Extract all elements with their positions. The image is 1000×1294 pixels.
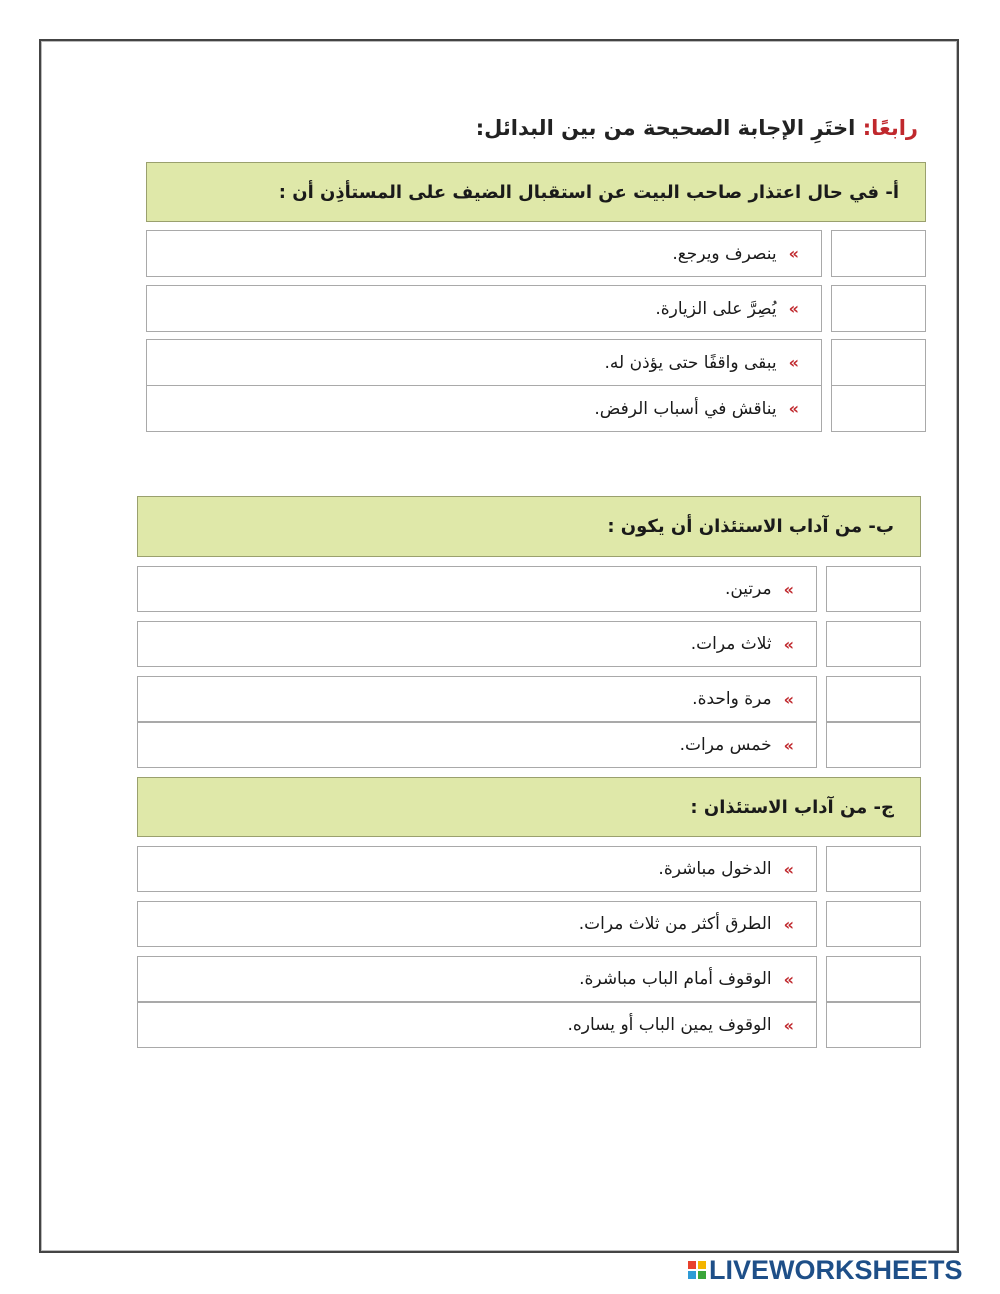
question-b-option-3 <box>137 676 817 722</box>
question-a-option-2 <box>146 285 822 332</box>
question-c-option-1 <box>137 846 817 892</box>
option-text: مرتين. <box>724 579 772 599</box>
question-c-option-3 <box>137 956 817 1002</box>
option-text: مرة واحدة. <box>692 689 772 709</box>
question-c-answer-box-3[interactable] <box>826 956 921 1002</box>
question-b-answer-box-3[interactable] <box>826 676 921 722</box>
question-c-option-2 <box>137 901 817 947</box>
option-text: الوقوف أمام الباب مباشرة. <box>579 969 772 989</box>
bullet-icon: » <box>783 689 794 709</box>
bullet-icon: » <box>788 244 799 263</box>
liveworksheets-logo <box>688 1255 963 1285</box>
question-b-option-1 <box>137 566 817 612</box>
question-c-answer-box-2[interactable] <box>826 901 921 947</box>
section-title <box>476 116 918 140</box>
bullet-icon: » <box>783 1015 794 1035</box>
question-b-answer-box-2[interactable] <box>826 621 921 667</box>
question-b-header: ب- من آداب الاستئذان أن يكون : <box>137 496 921 557</box>
section-title-lead: رابعًا: <box>862 116 918 140</box>
bullet-icon: » <box>788 353 799 372</box>
option-text: ينصرف ويرجع. <box>672 243 777 264</box>
bullet-icon: » <box>783 914 794 934</box>
question-b-option-2 <box>137 621 817 667</box>
question-b-option-4 <box>137 722 817 768</box>
question-a-option-4 <box>146 385 822 432</box>
question-a-header: أ- في حال اعتذار صاحب البيت عن استقبال الضيف على المستأذِن أن : <box>146 162 926 222</box>
question-a-option-3 <box>146 339 822 386</box>
option-text: الطرق أكثر من ثلاث مرات. <box>578 914 772 934</box>
section-title-text: اختَرِ الإجابة الصحيحة من بين البدائل: <box>475 116 863 140</box>
bullet-icon: » <box>783 735 794 755</box>
question-a-answer-box-3[interactable] <box>831 339 926 386</box>
logo-text: LIVEWORKSHEETS <box>709 1254 963 1285</box>
option-text: ثلاث مرات. <box>690 634 772 654</box>
option-text: يناقش في أسباب الرفض. <box>594 398 777 419</box>
question-a-answer-box-2[interactable] <box>831 285 926 332</box>
question-c-header: ج- من آداب الاستئذان : <box>137 777 921 837</box>
question-a-option-1 <box>146 230 822 277</box>
question-a-answer-box-4[interactable] <box>831 385 926 432</box>
bullet-icon: » <box>783 634 794 654</box>
question-a-answer-box-1[interactable] <box>831 230 926 277</box>
bullet-icon: » <box>783 859 794 879</box>
question-c-answer-box-4[interactable] <box>826 1002 921 1048</box>
option-text: يبقى واقفًا حتى يؤذن له. <box>604 352 777 373</box>
logo-grid-icon <box>688 1261 706 1279</box>
bullet-icon: » <box>783 969 794 989</box>
option-text: خمس مرات. <box>679 735 772 755</box>
option-text: الوقوف يمين الباب أو يساره. <box>567 1015 772 1035</box>
bullet-icon: » <box>788 299 799 318</box>
question-b-answer-box-4[interactable] <box>826 722 921 768</box>
question-c-answer-box-1[interactable] <box>826 846 921 892</box>
question-c-option-4 <box>137 1002 817 1048</box>
bullet-icon: » <box>788 399 799 418</box>
option-text: الدخول مباشرة. <box>658 859 772 879</box>
bullet-icon: » <box>783 579 794 599</box>
option-text: يُصِرَّ على الزيارة. <box>655 298 777 319</box>
question-b-answer-box-1[interactable] <box>826 566 921 612</box>
